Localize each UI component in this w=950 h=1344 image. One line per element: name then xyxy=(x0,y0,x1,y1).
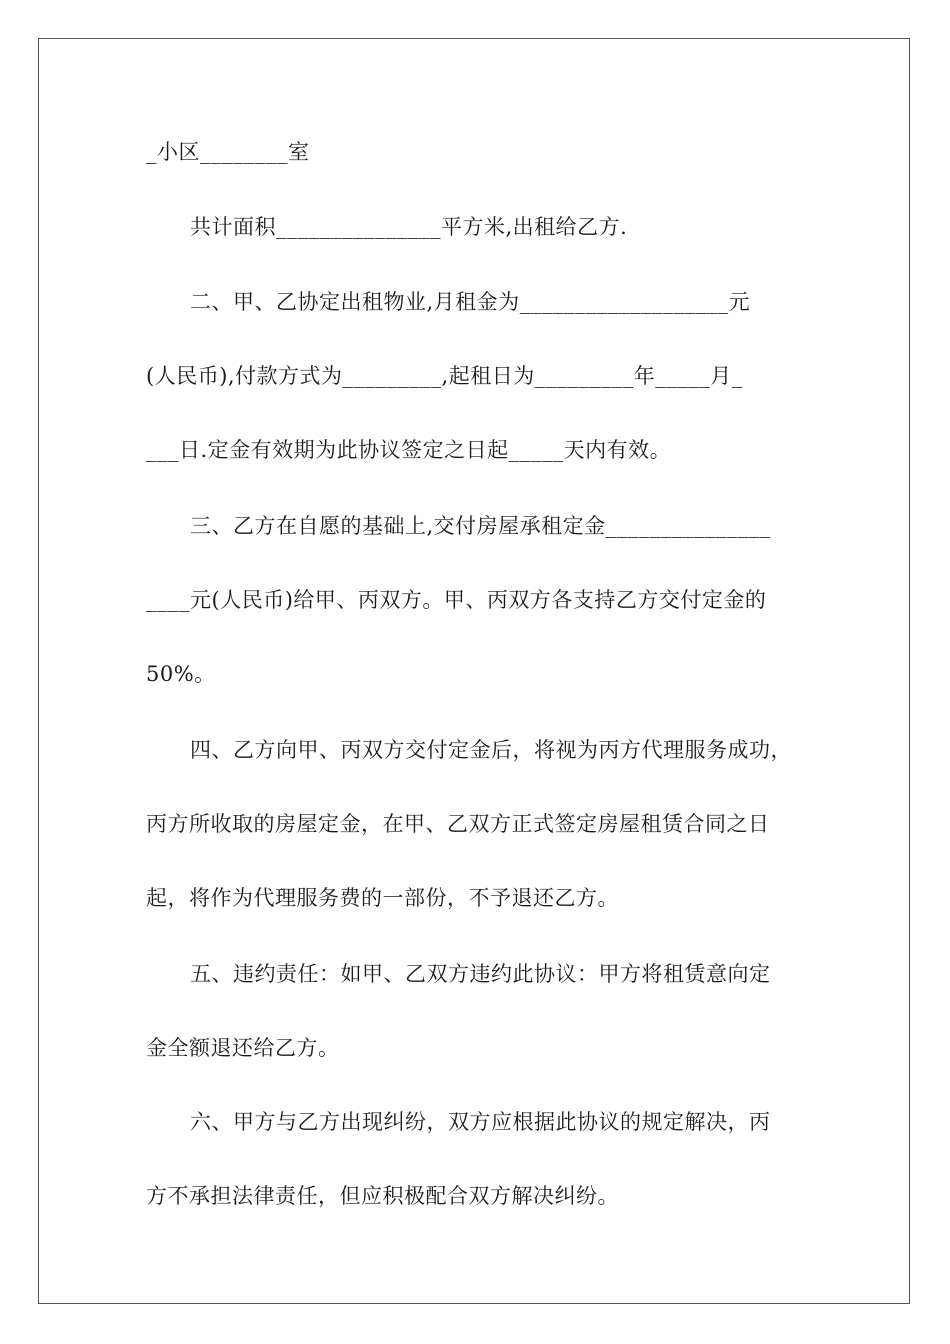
text-line: 方不承担法律责任，但应积极配合双方解决纠纷。 xyxy=(146,1184,619,1208)
clause-4-line-1: 四、乙方向甲、丙双方交付定金后，将视为丙方代理服务成功， xyxy=(190,738,792,762)
clause-2-line-1: 二、甲、乙协定出租物业,月租金为___________________元 xyxy=(190,290,751,314)
text-line: 50%。 xyxy=(146,662,216,686)
text-line: _小区________室 xyxy=(146,140,310,164)
clause-6-line-1: 六、甲方与乙方出现纠纷，双方应根据此协议的规定解决，丙 xyxy=(190,1110,771,1134)
clause-5-line-1: 五、违约责任：如甲、乙双方违约此协议：甲方将租赁意向定 xyxy=(190,962,771,986)
text-line: 金全额退还给乙方。 xyxy=(146,1036,340,1060)
text-line: ____元(人民币)给甲、丙双方。甲、丙双方各支持乙方交付定金的 xyxy=(146,588,767,612)
text-line: 丙方所收取的房屋定金，在甲、乙双方正式签定房屋租赁合同之日 xyxy=(146,812,770,836)
text-line: 共计面积_______________平方米,出租给乙方. xyxy=(190,215,628,239)
text-line: 起，将作为代理服务费的一部份，不予退还乙方。 xyxy=(146,886,619,910)
text-line: ___日.定金有效期为此协议签定之日起_____天内有效。 xyxy=(146,438,672,462)
text-line: (人民币),付款方式为_________,起租日为_________年_____月_ xyxy=(146,364,743,388)
clause-3-line-1: 三、乙方在自愿的基础上,交付房屋承租定金_______________ xyxy=(190,514,771,538)
